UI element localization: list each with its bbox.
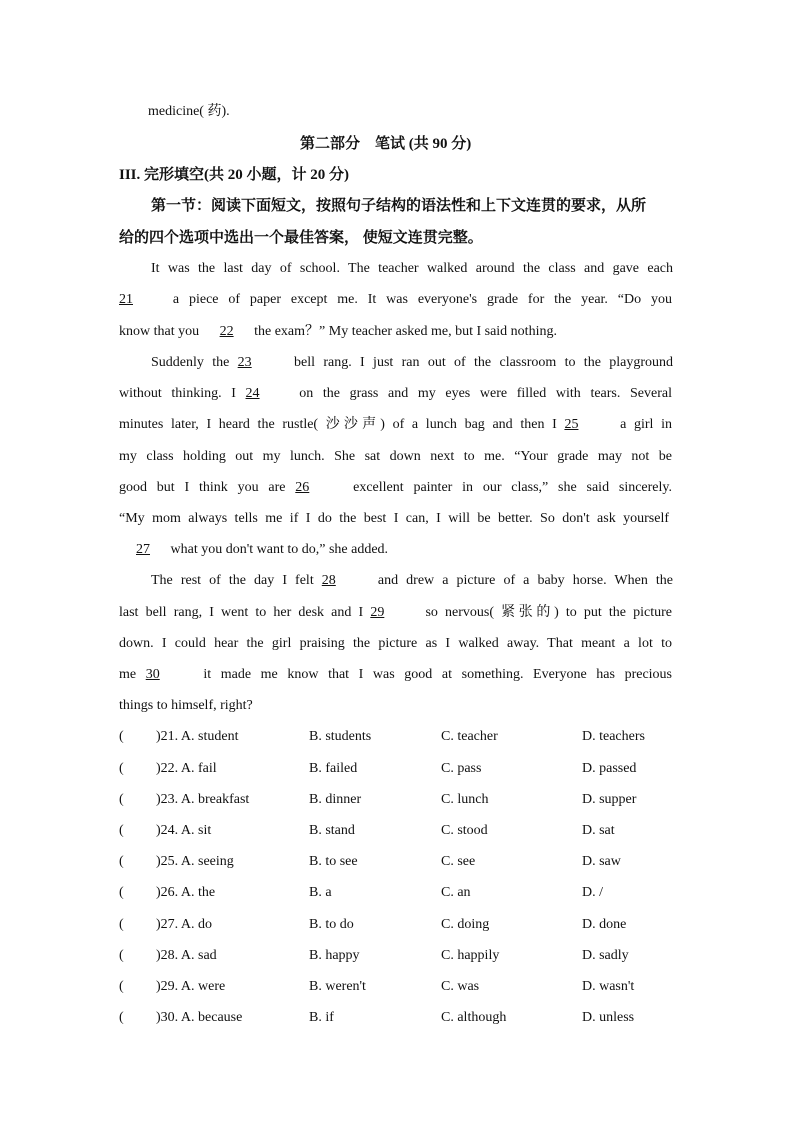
passage-text: know that you: [119, 324, 200, 339]
option-c[interactable]: C. teacher: [441, 729, 498, 744]
option-d[interactable]: D. saw: [582, 854, 621, 869]
passage-line: [119, 291, 672, 309]
blank-23[interactable]: 23: [237, 355, 252, 370]
question-row-24: [0, 822, 794, 842]
answer-bracket[interactable]: (: [119, 729, 124, 744]
option-b[interactable]: B. failed: [309, 761, 358, 776]
passage-text: without thinking. I: [119, 386, 236, 401]
passage-line: my class holding out my lunch. She sat down next to me. “Your grade may not be: [119, 449, 672, 464]
option-c[interactable]: C. an: [441, 885, 471, 900]
passage-text: a piece of paper except me. It was everyone's grade for the year. “Do you: [172, 292, 673, 307]
passage-text: bell rang. I just ran out of the classroom to the playground: [294, 355, 674, 370]
passage-text: it made me know that I was good at something. Everyone has precious: [203, 667, 673, 682]
blank-21[interactable]: 21: [119, 292, 133, 307]
question-row-22: [0, 760, 794, 780]
option-c[interactable]: C. happily: [441, 948, 500, 963]
option-a[interactable]: A. breakfast: [180, 792, 250, 807]
passage-line: [119, 479, 672, 497]
passage-text: a girl in: [620, 417, 673, 432]
blank-24[interactable]: 24: [245, 386, 260, 401]
question-number: )26. A. the: [156, 885, 216, 900]
answer-bracket[interactable]: (: [119, 854, 124, 869]
option-c[interactable]: C. doing: [441, 917, 490, 932]
option-a[interactable]: A. sit: [180, 823, 212, 838]
blank-29[interactable]: 29: [370, 605, 385, 620]
question-number: )25. A. seeing: [156, 854, 234, 869]
section-title: III. 完形填空(共 20 小题，计 20 分): [119, 167, 350, 183]
option-d[interactable]: D. sadly: [582, 948, 629, 963]
option-a[interactable]: A. were: [180, 979, 226, 994]
passage-text: The rest of the day I felt: [151, 573, 314, 588]
answer-bracket[interactable]: (: [119, 948, 124, 963]
passage-line: things to himself, right?: [119, 698, 253, 713]
passage-line: [119, 416, 672, 434]
passage-line: [119, 604, 672, 622]
option-b[interactable]: B. happy: [309, 948, 360, 963]
option-a[interactable]: A. do: [180, 917, 213, 932]
instructions-line-1: 第一节：阅读下面短文，按照句子结构的语法性和上下文连贯的要求，从所: [151, 198, 647, 214]
option-a[interactable]: A. fail: [180, 761, 217, 776]
answer-bracket[interactable]: (: [119, 885, 124, 900]
option-c[interactable]: C. pass: [441, 761, 482, 776]
passage-line: down. I could hear the girl praising the picture as I walked away. That meant a lot to: [119, 636, 672, 651]
option-b[interactable]: B. stand: [309, 823, 355, 838]
question-number: )29. A. were: [156, 979, 226, 994]
passage-line: [119, 385, 672, 403]
passage-text: and drew a picture of a baby horse. When the: [377, 573, 674, 588]
passage-line: It was the last day of school. The teacher walked around the class and gave each: [151, 261, 673, 276]
option-b[interactable]: B. to see: [309, 854, 358, 869]
option-a[interactable]: A. sad: [180, 948, 217, 963]
blank-30[interactable]: 30: [145, 667, 160, 682]
answer-bracket[interactable]: (: [119, 917, 124, 932]
option-b[interactable]: B. dinner: [309, 792, 362, 807]
question-row-27: [0, 916, 794, 936]
option-a[interactable]: A. because: [180, 1010, 243, 1025]
question-number: )27. A. do: [156, 917, 213, 932]
option-d[interactable]: D. teachers: [582, 729, 645, 744]
option-d[interactable]: D. supper: [582, 792, 637, 807]
question-number: )21. A. student: [156, 729, 239, 744]
passage-text: on the grass and my eyes were filled with tears. Several: [299, 386, 672, 401]
option-b[interactable]: B. weren't: [309, 979, 366, 994]
passage-line: [119, 541, 388, 559]
option-b[interactable]: B. to do: [309, 917, 354, 932]
option-c[interactable]: C. although: [441, 1010, 507, 1025]
option-b[interactable]: B. a: [309, 885, 332, 900]
question-row-29: [0, 978, 794, 998]
answer-bracket[interactable]: (: [119, 792, 124, 807]
blank-22[interactable]: 22: [219, 324, 234, 339]
passage-text: so nervous( 紧张的) to put the picture: [425, 605, 673, 620]
passage-line: [119, 323, 557, 341]
blank-28[interactable]: 28: [321, 573, 336, 588]
option-c[interactable]: C. lunch: [441, 792, 489, 807]
answer-bracket[interactable]: (: [119, 1010, 124, 1025]
passage-line: [151, 354, 673, 372]
question-row-28: [0, 947, 794, 967]
blank-25[interactable]: 25: [564, 417, 579, 432]
answer-bracket[interactable]: (: [119, 823, 124, 838]
question-number: )30. A. because: [156, 1010, 243, 1025]
passage-line: [119, 666, 672, 684]
passage-text: minutes later, I heard the rustle( 沙沙声) of a lunch bag and then I: [119, 417, 557, 432]
question-row-26: [0, 884, 794, 904]
passage-text: the exam？” My teacher asked me, but I said nothing.: [254, 324, 557, 339]
part-title: 第二部分 笔试 (共 90 分): [300, 136, 472, 152]
question-row-25: [0, 853, 794, 873]
question-number: )28. A. sad: [156, 948, 217, 963]
option-d[interactable]: D. /: [582, 885, 603, 900]
passage-text: what you don't want to do,” she added.: [170, 542, 389, 557]
answer-bracket[interactable]: (: [119, 761, 124, 776]
option-b[interactable]: B. if: [309, 1010, 334, 1025]
option-d[interactable]: D. sat: [582, 823, 615, 838]
passage-line: “My mom always tells me if I do the best I can, I will be better. So don't ask yourself: [119, 511, 669, 526]
question-number: )22. A. fail: [156, 761, 217, 776]
header-fragment: medicine( 药).: [148, 104, 230, 119]
passage-text: Suddenly the: [151, 355, 230, 370]
question-row-30: [0, 1009, 794, 1029]
answer-bracket[interactable]: (: [119, 979, 124, 994]
question-row-21: [0, 728, 794, 748]
blank-27[interactable]: 27: [136, 542, 150, 557]
passage-text: excellent painter in our class,” she said sincerely.: [353, 480, 672, 495]
passage-text: last bell rang, I went to her desk and I: [119, 605, 364, 620]
option-d[interactable]: D. passed: [582, 761, 637, 776]
question-number: )24. A. sit: [156, 823, 212, 838]
option-d[interactable]: D. wasn't: [582, 979, 635, 994]
passage-text: good but I think you are: [119, 480, 286, 495]
option-a[interactable]: A. student: [180, 729, 239, 744]
blank-26[interactable]: 26: [295, 480, 310, 495]
question-number: )23. A. breakfast: [156, 792, 250, 807]
question-row-23: [0, 791, 794, 811]
option-d[interactable]: D. unless: [582, 1010, 635, 1025]
option-d[interactable]: D. done: [582, 917, 627, 932]
option-c[interactable]: C. see: [441, 854, 476, 869]
passage-line: [151, 572, 673, 590]
option-a[interactable]: A. the: [180, 885, 216, 900]
option-c[interactable]: C. stood: [441, 823, 488, 838]
passage-text: me: [119, 667, 137, 682]
instructions-line-2: 给的四个选项中选出一个最佳答案， 使短文连贯完整。: [119, 230, 483, 246]
option-b[interactable]: B. students: [309, 729, 372, 744]
option-a[interactable]: A. seeing: [180, 854, 234, 869]
option-c[interactable]: C. was: [441, 979, 480, 994]
